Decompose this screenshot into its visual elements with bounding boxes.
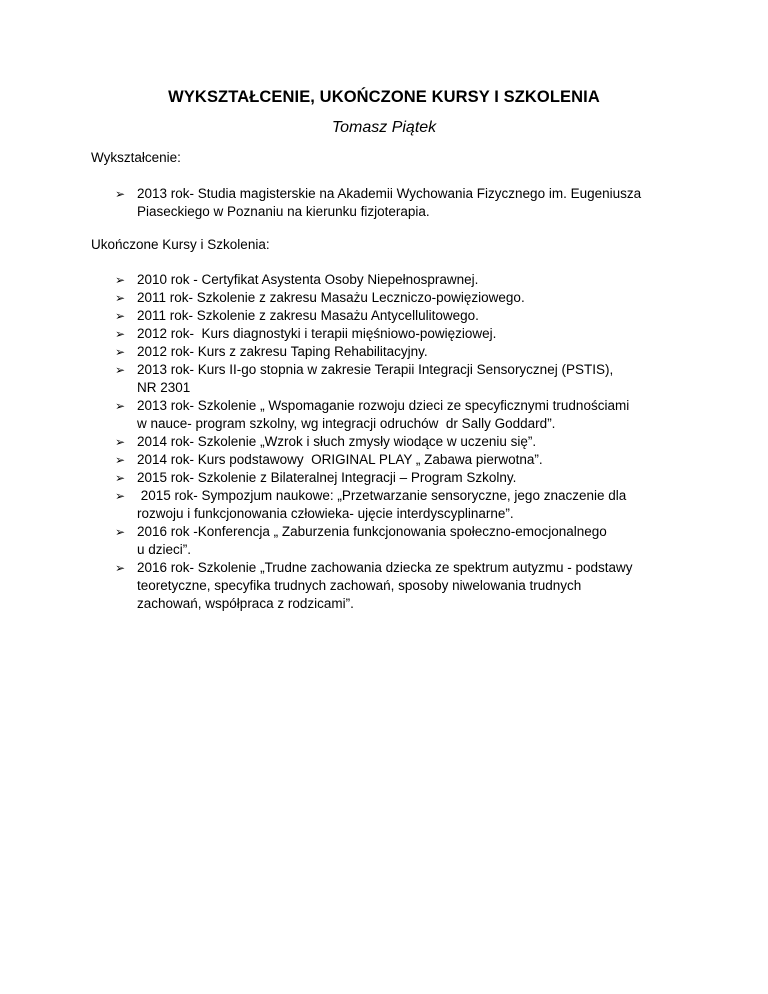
arrowhead-bullet-icon: ➢ bbox=[115, 489, 126, 503]
arrowhead-bullet-icon: ➢ bbox=[115, 187, 126, 201]
list-item-text: 2016 rok- Szkolenie „Trudne zachowania dziecka ze spektrum autyzmu - podstawy teoretyczne, specyfika trudnych zachowań, sposoby niwelowania trudnych zachowań, współpraca z rodzicami”. bbox=[137, 560, 633, 611]
list-item-text: 2010 rok - Certyfikat Asystenta Osoby Niepełnosprawnej. bbox=[137, 272, 479, 287]
arrowhead-bullet-icon: ➢ bbox=[115, 435, 126, 449]
list-item bbox=[115, 559, 675, 613]
arrowhead-bullet-icon: ➢ bbox=[115, 525, 126, 539]
arrowhead-bullet-icon: ➢ bbox=[115, 363, 126, 377]
list-item-text: 2015 rok- Sympozjum naukowe: „Przetwarzanie sensoryczne, jego znaczenie dla rozwoju i funkcjonowania człowieka- ujęcie interdyscyplinarne”. bbox=[137, 488, 627, 521]
list-item bbox=[115, 469, 675, 487]
list-item bbox=[115, 343, 675, 361]
list-item bbox=[115, 523, 675, 559]
list-item-text: 2014 rok- Szkolenie „Wzrok i słuch zmysły wiodące w uczeniu się”. bbox=[137, 434, 537, 449]
arrowhead-bullet-icon: ➢ bbox=[115, 345, 126, 359]
arrowhead-bullet-icon: ➢ bbox=[115, 561, 126, 575]
list-item bbox=[115, 289, 675, 307]
document-title: WYKSZTAŁCENIE, UKOŃCZONE KURSY I SZKOLENIA bbox=[168, 88, 600, 106]
author-name: Tomasz Piątek bbox=[331, 119, 437, 136]
list-item-text: 2011 rok- Szkolenie z zakresu Masażu Leczniczo-powięziowego. bbox=[137, 290, 525, 305]
list-item bbox=[115, 185, 675, 221]
list-item-text: 2013 rok- Kurs II-go stopnia w zakresie Terapii Integracji Sensorycznej (PSTIS), NR 2301 bbox=[137, 362, 614, 395]
list-item bbox=[115, 325, 675, 343]
list-item bbox=[115, 487, 675, 523]
list-item-text: 2015 rok- Szkolenie z Bilateralnej Integracji – Program Szkolny. bbox=[137, 470, 517, 485]
list-item-text: 2012 rok- Kurs z zakresu Taping Rehabilitacyjny. bbox=[137, 344, 428, 359]
arrowhead-bullet-icon: ➢ bbox=[115, 453, 126, 467]
education-list bbox=[115, 185, 675, 221]
list-item bbox=[115, 271, 675, 289]
list-item bbox=[115, 361, 675, 397]
list-item-text: 2013 rok- Studia magisterskie na Akademii Wychowania Fizycznego im. Eugeniusza Piaseckiego w Poznaniu na kierunku fizjoterapia. bbox=[137, 186, 642, 219]
education-heading: Wykształcenie: bbox=[91, 150, 181, 165]
list-item-text: 2011 rok- Szkolenie z zakresu Masażu Antycellulitowego. bbox=[137, 308, 479, 323]
arrowhead-bullet-icon: ➢ bbox=[115, 471, 126, 485]
list-item bbox=[115, 433, 675, 451]
list-item-text: 2012 rok- Kurs diagnostyki i terapii mięśniowo-powięziowej. bbox=[137, 326, 497, 341]
list-item-text: 2016 rok -Konferencja „ Zaburzenia funkcjonowania społeczno-emocjonalnego u dzieci”. bbox=[137, 524, 607, 557]
arrowhead-bullet-icon: ➢ bbox=[115, 399, 126, 413]
arrowhead-bullet-icon: ➢ bbox=[115, 309, 126, 323]
list-item-text: 2014 rok- Kurs podstawowy ORIGINAL PLAY „ Zabawa pierwotna”. bbox=[137, 452, 543, 467]
courses-heading: Ukończone Kursy i Szkolenia: bbox=[91, 237, 270, 252]
arrowhead-bullet-icon: ➢ bbox=[115, 327, 126, 341]
list-item bbox=[115, 451, 675, 469]
list-item bbox=[115, 397, 675, 433]
courses-list bbox=[115, 271, 675, 613]
arrowhead-bullet-icon: ➢ bbox=[115, 273, 126, 287]
list-item-text: 2013 rok- Szkolenie „ Wspomaganie rozwoju dzieci ze specyficznymi trudnościami w nauce- program szkolny, wg integracji odruchów dr Sally Goddard”. bbox=[137, 398, 630, 431]
arrowhead-bullet-icon: ➢ bbox=[115, 291, 126, 305]
list-item bbox=[115, 307, 675, 325]
